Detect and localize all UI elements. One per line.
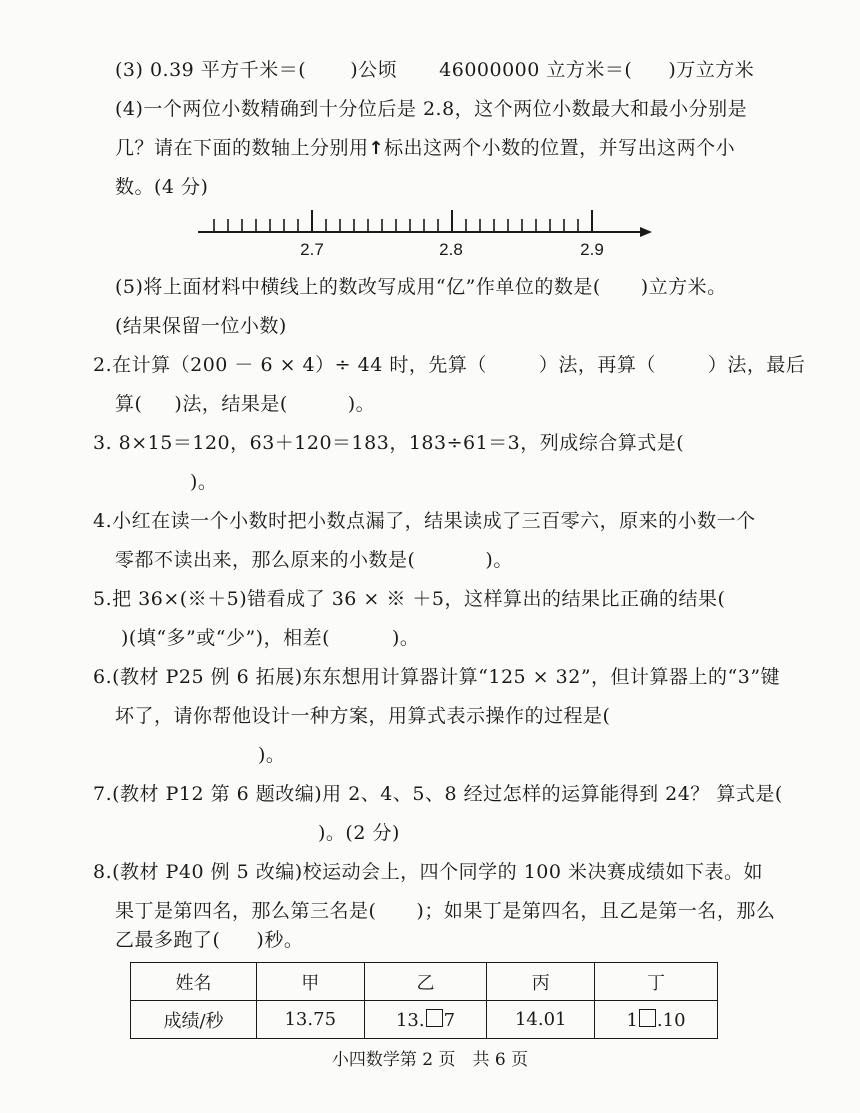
table-cell: 14.01 [487,1001,595,1039]
tick-label-2-7: 2.7 [300,240,324,259]
question-2-line2 [115,389,375,416]
question-1-4-line1: (4)一个两位小数精确到十分位后是 2.8，这个两位小数最大和最小分别是 [115,98,748,120]
up-arrow-icon: ↑ [368,138,385,159]
table-header-row [131,963,718,1001]
question-8-line3 [115,925,303,952]
question-3-line2: )。 [190,471,218,493]
table-header-cell: 姓名 [131,963,257,1001]
q1-4-text: 标出这两个小数的位置，并写出这两个小 [384,137,736,159]
number-line [0,195,860,265]
question-1-3 [115,55,754,82]
table-row [131,1001,718,1039]
q1-3-text: 46000000 立方米＝( [439,59,633,81]
q1-5-text: (5)将上面材料中横线上的数改写成用“亿”作单位的数是( [115,276,601,298]
question-8-line1: 8.(教材 P40 例 5 改编)校运动会上，四个同学的 100 米决赛成绩如下表。如 [93,861,764,883]
q8-text: )秒。 [256,929,304,951]
question-5-line1: 5.把 36×(※＋5)错看成了 36 × ※ ＋5，这样算出的结果比正确的结果( [93,588,726,610]
score-text: 13. [395,1009,425,1031]
question-1-4-line2 [115,133,735,160]
q5-text: )。 [392,627,420,649]
question-1-4-line3: 数。(4 分) [115,176,209,198]
question-2-line1 [93,350,805,377]
q2-text: ）法，再算（ [538,354,656,376]
q2-text: ）法，最后 [707,354,806,376]
page-footer: 小四数学第 2 页 共 6 页 [331,1050,529,1070]
question-1-5-line2: (结果保留一位小数) [115,315,287,337]
q2-text: 2.在计算（200 － 6 × 4）÷ 44 时，先算（ [93,354,487,376]
q4-text: 零都不读出来，那么原来的小数是( [115,549,416,571]
blank-box [639,1009,656,1027]
question-4-line1: 4.小红在读一个小数时把小数点漏了，结果读成了三百零六，原来的小数一个 [93,510,756,532]
q2-text: 算( [115,393,143,415]
q1-3-text: )万立方米 [668,59,755,81]
tick-label-2-8: 2.8 [439,240,463,259]
q1-3-text: )公顷 [350,59,398,81]
table-cell: 成绩/秒 [131,1001,257,1039]
table-cell: 13.75 [257,1001,365,1039]
question-3-line1: 3. 8×15＝120，63＋120＝183，183÷61＝3，列成综合算式是( [93,432,685,454]
table-cell [364,1001,487,1039]
table-header-cell: 丁 [594,963,717,1001]
question-7-line2: )。(2 分) [318,822,400,844]
question-7-line1: 7.(教材 P12 第 6 题改编)用 2、4、5、8 经过怎样的运算能得到 24？ 算式是( [93,783,783,805]
q4-text: )。 [485,549,513,571]
q2-text: )法，结果是( [174,393,288,415]
table-header-cell: 甲 [257,963,365,1001]
q8-text: 果丁是第四名，那么第三名是( [115,900,377,922]
question-6-line2: 坏了，请你帮他设计一种方案，用算式表示操作的过程是( [115,705,611,727]
question-5-line2 [115,623,419,650]
q1-4-text: 几？请在下面的数轴上分别用 [115,137,369,159]
score-table [130,962,718,1039]
question-8-line2 [115,896,775,923]
q8-text: )；如果丁是第四名，且乙是第一名，那么 [416,900,776,922]
score-text: 1 [626,1009,638,1031]
question-6-line1: 6.(教材 P25 例 6 拓展)东东想用计算器计算“125 × 32”，但计算器上的“3”键 [93,666,781,688]
q8-text: 乙最多跑了( [115,929,221,951]
blank-box [426,1009,443,1027]
number-line-arrowhead [640,227,652,237]
table-header-cell: 丙 [487,963,595,1001]
q1-3-text: (3) 0.39 平方千米＝( [115,59,307,81]
score-text: 7 [443,1009,456,1031]
tick-label-2-9: 2.9 [580,240,604,259]
q2-text: )。 [347,393,376,415]
question-1-5-line1 [115,272,727,299]
score-text: .10 [656,1009,686,1031]
table-header-cell: 乙 [364,963,487,1001]
q5-text: )(填“多”或“少”)，相差( [121,627,331,649]
q1-5-text: )立方米。 [640,276,727,298]
question-4-line2 [115,545,513,572]
question-6-line3: )。 [258,744,286,766]
table-cell [594,1001,717,1039]
